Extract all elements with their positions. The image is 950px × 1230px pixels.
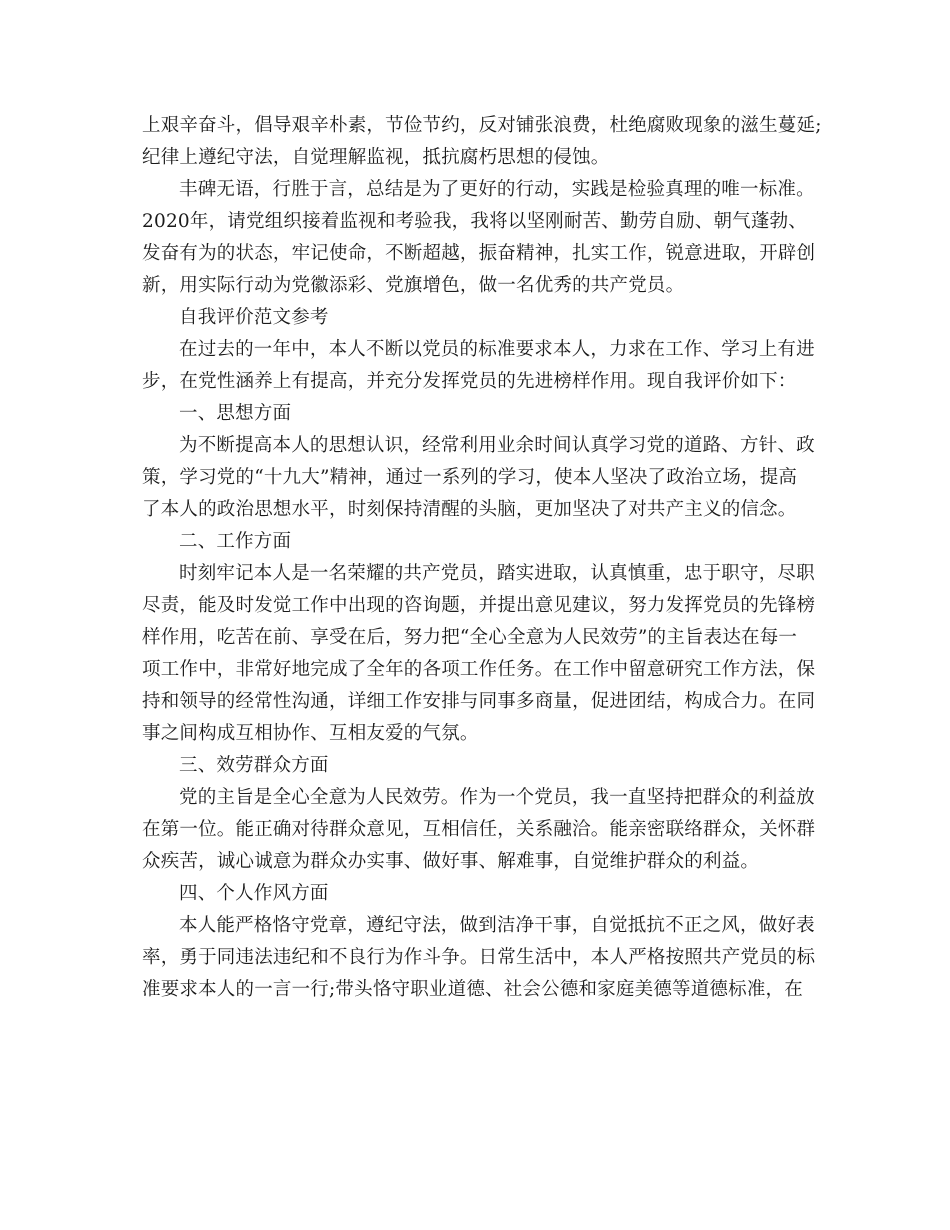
text-line: 新，用实际行动为党徽添彩、党旗增色，做一名优秀的共产党员。 bbox=[142, 275, 685, 296]
text-line: 2020年，请党组织接着监视和考验我，我将以坚刚耐苦、勤劳自励、朝气蓬勃、 bbox=[142, 211, 807, 232]
text-line: 上艰辛奋斗，倡导艰辛朴素，节俭节约，反对铺张浪费，杜绝腐败现象的滋生蔓延; bbox=[142, 115, 822, 136]
section-heading: 二、工作方面 bbox=[179, 531, 292, 552]
text-line: 事之间构成互相协作、互相友爱的气氛。 bbox=[142, 723, 479, 744]
text-line: 发奋有为的状态，牢记使命，不断超越，振奋精神，扎实工作，锐意进取，开辟创 bbox=[142, 243, 816, 264]
text-line: 持和领导的经常性沟通，详细工作安排与同事多商量，促进团结，构成合力。在同 bbox=[142, 691, 816, 712]
text-line: 众疾苦，诚心诚意为群众办实事、做好事、解难事，自觉维护群众的利益。 bbox=[142, 851, 760, 872]
text-line: 在第一位。能正确对待群众意见，互相信任，关系融洽。能亲密联络群众，关怀群 bbox=[142, 819, 816, 840]
paragraph-start-line: 本人能严格恪守党章，遵纪守法，做到洁净干事，自觉抵抗不正之风，做好表 bbox=[179, 915, 815, 936]
section-title: 自我评价范文参考 bbox=[179, 307, 329, 328]
text-line: 纪律上遵纪守法，自觉理解监视，抵抗腐朽思想的侵蚀。 bbox=[142, 147, 610, 168]
text-line: 准要求本人的一言一行;带头恪守职业道德、社会公德和家庭美德等道德标准，在 bbox=[142, 979, 803, 1000]
text-line: 步，在党性涵养上有提高，并充分发挥党员的先进榜样作用。现自我评价如下： bbox=[142, 371, 797, 392]
text-line: 率，勇于同违法违纪和不良行为作斗争。日常生活中，本人严格按照共产党员的标 bbox=[142, 947, 816, 968]
section-heading: 三、效劳群众方面 bbox=[179, 755, 329, 776]
text-line: 项工作中，非常好地完成了全年的各项工作任务。在工作中留意研究工作方法，保 bbox=[142, 659, 816, 680]
section-heading: 四、个人作风方面 bbox=[179, 883, 329, 904]
paragraph-start-line: 时刻牢记本人是一名荣耀的共产党员，踏实进取，认真慎重，忠于职守，尽职 bbox=[179, 563, 815, 584]
text-line: 尽责，能及时发觉工作中出现的咨询题，并提出意见建议，努力发挥党员的先锋榜 bbox=[142, 595, 816, 616]
paragraph-start-line: 丰碑无语，行胜于言，总结是为了更好的行动，实践是检验真理的唯一标准。 bbox=[179, 179, 815, 200]
text-line: 策，学习党的“十九大”精神，通过一系列的学习，使本人坚决了政治立场，提高 bbox=[142, 467, 798, 488]
paragraph-start-line: 为不断提高本人的思想认识，经常利用业余时间认真学习党的道路、方针、政 bbox=[179, 435, 815, 456]
paragraph-start-line: 在过去的一年中，本人不断以党员的标准要求本人，力求在工作、学习上有进 bbox=[179, 339, 815, 360]
paragraph-start-line: 党的主旨是全心全意为人民效劳。作为一个党员，我一直坚持把群众的利益放 bbox=[179, 787, 815, 808]
section-heading: 一、思想方面 bbox=[179, 403, 292, 424]
document-body bbox=[142, 110, 842, 1006]
text-line: 样作用，吃苦在前、享受在后，努力把“全心全意为人民效劳”的主旨表达在每一 bbox=[142, 627, 798, 648]
text-line: 了本人的政治思想水平，时刻保持清醒的头脑，更加坚决了对共产主义的信念。 bbox=[142, 499, 797, 520]
